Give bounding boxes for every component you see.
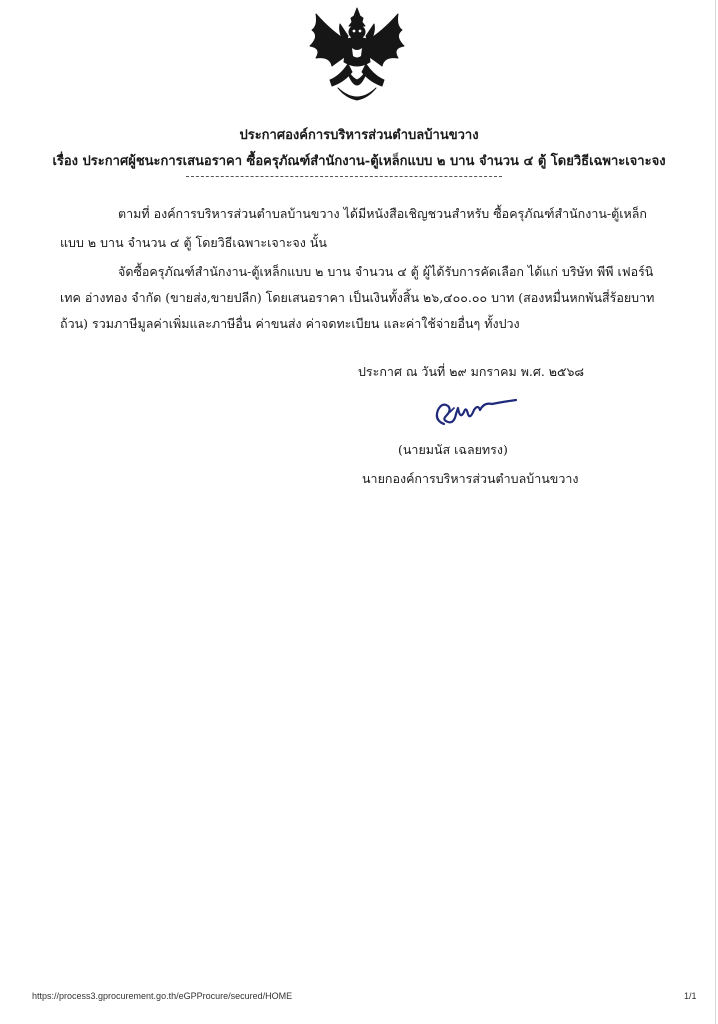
- announcement-subject: เรื่อง ประกาศผู้ชนะการเสนอราคา ซื้อครุภัณฑ์สำนักงาน-ตู้เหล็กแบบ ๒ บาน จำนวน ๔ ตู้ โดยวิธีเฉพาะเจาะจง: [52, 154, 666, 169]
- signatory-name: (นายมนัส เฉลยทรง): [398, 442, 508, 457]
- paragraph1-line2: แบบ ๒ บาน จำนวน ๔ ตู้ โดยวิธีเฉพาะเจาะจง นั้น: [60, 235, 327, 250]
- announcement-title: ประกาศองค์การบริหารส่วนตำบลบ้านขวาง: [239, 128, 479, 143]
- footer-page-number: 1/1: [684, 991, 697, 1001]
- paragraph2-line2: เทค อ่างทอง จำกัด (ขายส่ง,ขายปลีก) โดยเสนอราคา เป็นเงินทั้งสิ้น ๒๖,๔๐๐.๐๐ บาท (สองหมื่นหกพันสี่ร้อยบาท: [60, 290, 655, 305]
- footer-url[interactable]: https://process3.gprocurement.go.th/eGPProcure/secured/HOME: [32, 991, 293, 1001]
- paragraph2-line3: ถ้วน) รวมภาษีมูลค่าเพิ่มและภาษีอื่น ค่าขนส่ง ค่าจดทะเบียน และค่าใช้จ่ายอื่นๆ ทั้งปวง: [60, 316, 520, 331]
- signatory-position: นายกองค์การบริหารส่วนตำบลบ้านขวาง: [362, 471, 579, 486]
- paragraph2-line1: จัดซื้อครุภัณฑ์สำนักงาน-ตู้เหล็กแบบ ๒ บาน จำนวน ๔ ตู้ ผู้ได้รับการคัดเลือก ได้แก่ บริษัท พีพี เฟอร์นิ: [118, 264, 654, 279]
- handwritten-signature-icon: [430, 398, 520, 430]
- garuda-emblem-icon: [302, 6, 412, 108]
- announcement-date: ประกาศ ณ วันที่ ๒๙ มกราคม พ.ศ. ๒๕๖๘: [358, 364, 585, 379]
- paragraph1-line1: ตามที่ องค์การบริหารส่วนตำบลบ้านขวาง ได้มีหนังสือเชิญชวนสำหรับ ซื้อครุภัณฑ์สำนักงาน-ตู้เหล็ก: [118, 206, 647, 221]
- dashed-divider: [186, 176, 502, 177]
